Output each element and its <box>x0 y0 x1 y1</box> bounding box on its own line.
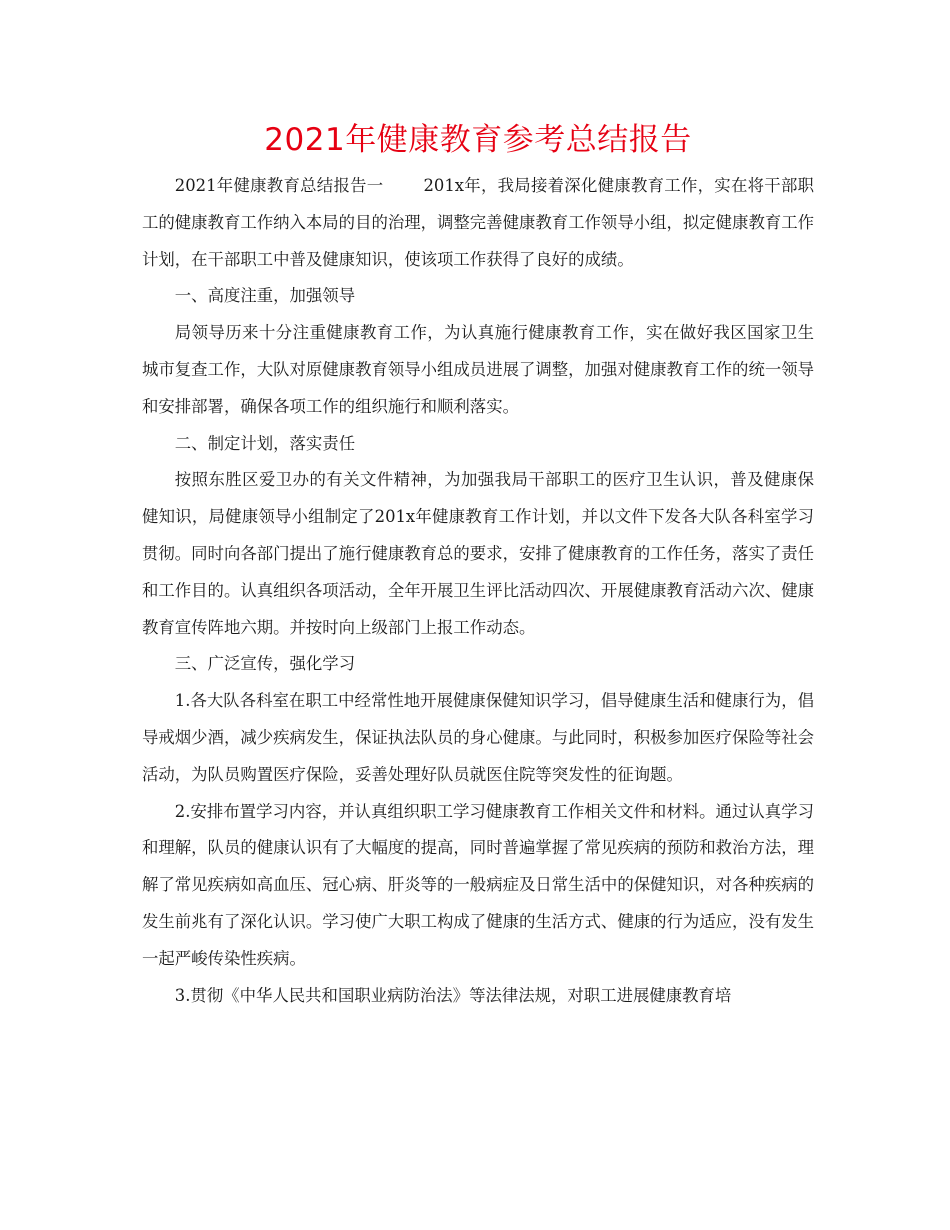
intro-lead: 2021年健康教育总结报告一 <box>174 176 384 195</box>
section-heading-1: 一、高度注重，加强领导 <box>174 286 356 306</box>
document-title: 2021年健康教育参考总结报告 <box>264 122 692 158</box>
paragraph: 局领导历来十分注重健康教育工作，为认真施行健康教育工作，实在做好我区国家卫生城市复查工作，大队对原健康教育领导小组成员进展了调整，加强对健康教育工作的统一领导和安排部署，确保各项工作的组织施行和顺利落实。 <box>142 323 815 416</box>
document-body <box>142 168 814 1014</box>
document-page <box>142 118 814 1014</box>
paragraph-item-3: 3.贯彻《中华人民共和国职业病防治法》等法律法规，对职工进展健康教育培 <box>174 985 732 1005</box>
paragraph-item-1: 1.各大队各科室在职工中经常性地开展健康保健知识学习，倡导健康生活和健康行为，倡导戒烟少酒，减少疾病发生，保证执法队员的身心健康。与此同时，积极参加医疗保险等社会活动，为队员购置医疗保险，妥善处理好队员就医住院等突发性的征询题。 <box>142 691 815 784</box>
intro-text: 201x年，我局接着深化健康教育工作，实在将干部职工的健康教育工作纳入本局的目的治理，调整完善健康教育工作领导小组，拟定健康教育工作计划，在干部职工中普及健康知识，使该项工作获得了良好的成绩。 <box>142 176 815 269</box>
paragraph: 按照东胜区爱卫办的有关文件精神，为加强我局干部职工的医疗卫生认识，普及健康保健知识，局健康领导小组制定了201x年健康教育工作计划，并以文件下发各大队各科室学习贯彻。同时向各部门提出了施行健康教育总的要求，安排了健康教育的工作任务，落实了责任和工作目的。认真组织各项活动，全年开展卫生评比活动四次、开展健康教育活动六次、健康教育宣传阵地六期。并按时向上级部门上报工作动态。 <box>142 470 815 637</box>
paragraph-item-2: 2.安排布置学习内容，并认真组织职工学习健康教育工作相关文件和材料。通过认真学习和理解，队员的健康认识有了大幅度的提高，同时普遍掌握了常见疾病的预防和救治方法，理解了常见疾病如高血压、冠心病、肝炎等的一般病症及日常生活中的保健知识，对各种疾病的发生前兆有了深化认识。学习使广大职工构成了健康的生活方式、健康的行为适应，没有发生一起严峻传染性疾病。 <box>142 801 815 968</box>
section-heading-2: 二、制定计划，落实责任 <box>174 433 356 453</box>
section-heading-3: 三、广泛宣传，强化学习 <box>174 654 356 674</box>
paragraph-intro <box>142 168 814 278</box>
